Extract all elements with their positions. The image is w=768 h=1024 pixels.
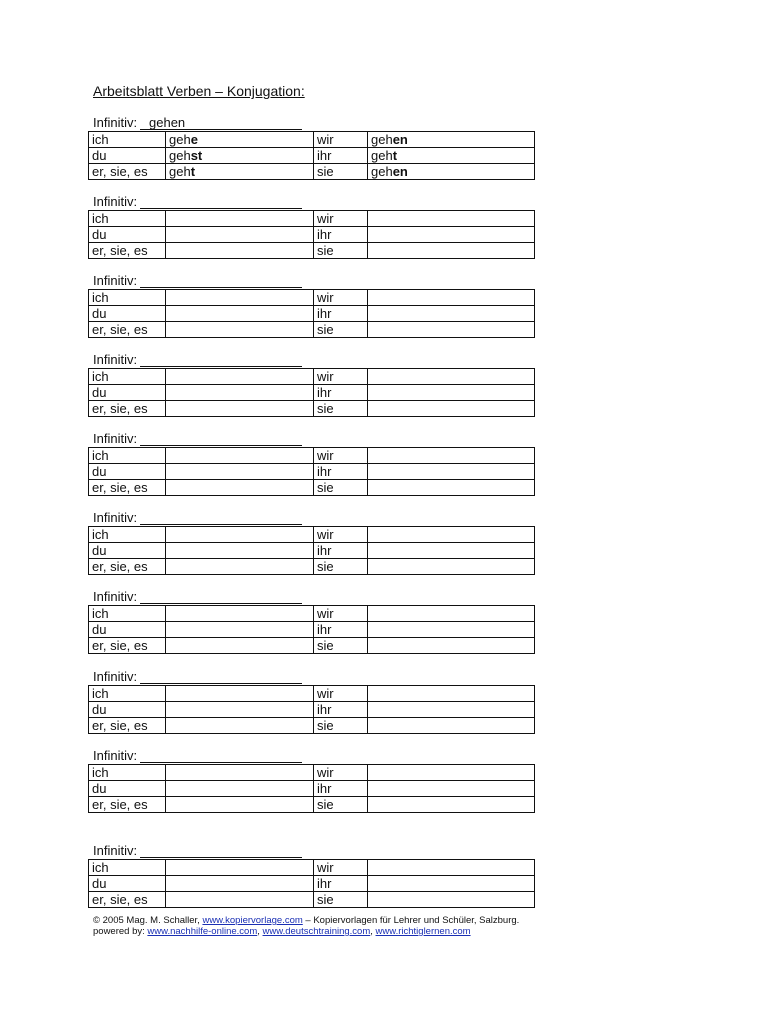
copyright-text: © 2005 Mag. M. Schaller, — [93, 915, 203, 926]
pronoun-ich: ich — [89, 527, 166, 543]
table-row — [89, 876, 535, 892]
table-row — [89, 448, 535, 464]
pronoun-du: du — [89, 306, 166, 322]
answer-cell[interactable] — [368, 527, 535, 543]
table-row — [89, 638, 535, 654]
pronoun-sie: sie — [314, 638, 368, 654]
pronoun-ich: ich — [89, 290, 166, 306]
answer-cell[interactable] — [368, 718, 535, 734]
answer-cell[interactable] — [166, 559, 314, 575]
answer-cell[interactable] — [166, 622, 314, 638]
pronoun-wir: wir — [314, 765, 368, 781]
conjugation-block — [88, 589, 534, 654]
answer-cell[interactable] — [368, 765, 535, 781]
pronoun-wir: wir — [314, 132, 368, 148]
answer-cell[interactable] — [368, 638, 535, 654]
pronoun-er: er, sie, es — [89, 164, 166, 180]
infinitive-label: Infinitiv: — [93, 510, 138, 525]
answer-cell[interactable] — [368, 369, 535, 385]
table-row — [89, 543, 535, 559]
table-row — [89, 606, 535, 622]
answer-cell[interactable] — [368, 464, 535, 480]
ending: e — [190, 132, 198, 147]
link-deutschtraining[interactable]: www.deutschtraining.com — [262, 926, 371, 937]
table-row — [89, 322, 535, 338]
table-row — [89, 702, 535, 718]
answer-cell[interactable] — [166, 385, 314, 401]
pronoun-wir: wir — [314, 211, 368, 227]
infinitive-blank[interactable] — [140, 366, 302, 367]
pronoun-wir: wir — [314, 860, 368, 876]
answer-cell[interactable] — [166, 464, 314, 480]
pronoun-er: er, sie, es — [89, 243, 166, 259]
answer-cell[interactable] — [166, 211, 314, 227]
infinitive-blank[interactable] — [140, 762, 302, 763]
conjugation-table — [88, 368, 535, 417]
pronoun-ihr: ihr — [314, 543, 368, 559]
answer-cell[interactable] — [166, 765, 314, 781]
ending: t — [190, 164, 196, 179]
pronoun-ich: ich — [89, 606, 166, 622]
answer-cell[interactable] — [368, 702, 535, 718]
conjugation-block — [88, 194, 534, 259]
answer-cell[interactable] — [166, 243, 314, 259]
pronoun-er: er, sie, es — [89, 480, 166, 496]
pronoun-ihr: ihr — [314, 876, 368, 892]
answer-cell[interactable] — [368, 892, 535, 908]
answer-cell[interactable] — [368, 622, 535, 638]
infinitive-label: Infinitiv: — [93, 843, 138, 858]
answer-cell[interactable] — [166, 702, 314, 718]
pronoun-ihr: ihr — [314, 227, 368, 243]
form-wir — [368, 132, 535, 148]
answer-cell[interactable] — [368, 448, 535, 464]
powered-by-label: powered by: — [93, 926, 148, 937]
answer-cell[interactable] — [368, 876, 535, 892]
form-er — [166, 164, 314, 180]
infinitive-blank[interactable] — [140, 857, 302, 858]
table-row — [89, 860, 535, 876]
pronoun-wir: wir — [314, 448, 368, 464]
answer-cell[interactable] — [368, 797, 535, 813]
conjugation-table — [88, 605, 535, 654]
worksheet-title: Arbeitsblatt Verben – Konjugation: — [93, 83, 305, 99]
infinitive-label: Infinitiv: — [93, 352, 138, 367]
stem: geh — [169, 148, 191, 163]
answer-cell[interactable] — [166, 797, 314, 813]
infinitive-line — [88, 273, 534, 289]
infinitive-value: gehen — [149, 115, 186, 130]
stem: geh — [371, 164, 393, 179]
pronoun-sie: sie — [314, 164, 368, 180]
conjugation-table — [88, 131, 535, 180]
table-row — [89, 401, 535, 417]
pronoun-sie: sie — [314, 243, 368, 259]
pronoun-du: du — [89, 227, 166, 243]
answer-cell[interactable] — [166, 401, 314, 417]
infinitive-line — [88, 510, 534, 526]
answer-cell[interactable] — [166, 543, 314, 559]
pronoun-ich: ich — [89, 211, 166, 227]
table-row — [89, 227, 535, 243]
pronoun-ihr: ihr — [314, 781, 368, 797]
conjugation-block — [88, 748, 534, 813]
answer-cell[interactable] — [166, 306, 314, 322]
pronoun-sie: sie — [314, 559, 368, 575]
answer-cell[interactable] — [166, 638, 314, 654]
infinitive-line — [88, 431, 534, 447]
footer-tagline: – Kopiervorlagen für Lehrer und Schüler, Salzburg. — [302, 915, 520, 926]
pronoun-er: er, sie, es — [89, 638, 166, 654]
infinitive-label: Infinitiv: — [93, 431, 138, 446]
pronoun-er: er, sie, es — [89, 892, 166, 908]
form-sie — [368, 164, 535, 180]
answer-cell[interactable] — [368, 243, 535, 259]
answer-cell[interactable] — [368, 606, 535, 622]
infinitive-blank[interactable] — [140, 208, 302, 209]
answer-cell[interactable] — [368, 401, 535, 417]
pronoun-ich: ich — [89, 132, 166, 148]
answer-cell[interactable] — [166, 686, 314, 702]
conjugation-table — [88, 764, 535, 813]
table-row — [89, 527, 535, 543]
answer-cell[interactable] — [166, 369, 314, 385]
pronoun-du: du — [89, 543, 166, 559]
separator: , — [370, 926, 376, 937]
infinitive-blank[interactable] — [140, 445, 302, 446]
pronoun-sie: sie — [314, 892, 368, 908]
answer-cell[interactable] — [166, 892, 314, 908]
answer-cell[interactable] — [368, 385, 535, 401]
conjugation-block — [88, 843, 534, 908]
pronoun-sie: sie — [314, 797, 368, 813]
pronoun-du: du — [89, 781, 166, 797]
table-row — [89, 464, 535, 480]
pronoun-du: du — [89, 464, 166, 480]
table-row — [89, 385, 535, 401]
answer-cell[interactable] — [368, 322, 535, 338]
answer-cell[interactable] — [368, 211, 535, 227]
stem: geh — [169, 164, 191, 179]
table-row — [89, 243, 535, 259]
form-ihr — [368, 148, 535, 164]
answer-cell[interactable] — [368, 860, 535, 876]
answer-cell[interactable] — [368, 306, 535, 322]
answer-cell[interactable] — [166, 718, 314, 734]
pronoun-wir: wir — [314, 606, 368, 622]
conjugation-table — [88, 210, 535, 259]
infinitive-blank[interactable] — [140, 287, 302, 288]
table-row — [89, 132, 535, 148]
infinitive-label: Infinitiv: — [93, 115, 138, 130]
answer-cell[interactable] — [166, 527, 314, 543]
infinitive-line — [88, 589, 534, 605]
infinitive-line — [88, 352, 534, 368]
pronoun-ich: ich — [89, 369, 166, 385]
infinitive-blank[interactable] — [140, 603, 302, 604]
form-ich — [166, 132, 314, 148]
answer-cell[interactable] — [368, 543, 535, 559]
infinitive-label: Infinitiv: — [93, 194, 138, 209]
answer-cell[interactable] — [166, 290, 314, 306]
pronoun-er: er, sie, es — [89, 797, 166, 813]
infinitive-line — [88, 669, 534, 685]
answer-cell[interactable] — [166, 322, 314, 338]
answer-cell[interactable] — [166, 480, 314, 496]
answer-cell[interactable] — [166, 606, 314, 622]
infinitive-label: Infinitiv: — [93, 589, 138, 604]
table-row — [89, 892, 535, 908]
pronoun-ihr: ihr — [314, 464, 368, 480]
conjugation-table — [88, 526, 535, 575]
answer-cell[interactable] — [166, 876, 314, 892]
pronoun-sie: sie — [314, 401, 368, 417]
conjugation-table — [88, 447, 535, 496]
infinitive-line — [88, 748, 534, 764]
answer-cell[interactable] — [368, 686, 535, 702]
conjugation-block — [88, 510, 534, 575]
stem: geh — [169, 132, 191, 147]
pronoun-du: du — [89, 385, 166, 401]
table-row — [89, 765, 535, 781]
link-richtiglernen[interactable]: www.richtiglernen.com — [375, 926, 471, 937]
conjugation-block — [88, 273, 534, 338]
answer-cell[interactable] — [166, 781, 314, 797]
answer-cell[interactable] — [368, 290, 535, 306]
pronoun-wir: wir — [314, 369, 368, 385]
conjugation-block — [88, 352, 534, 417]
answer-cell[interactable] — [166, 860, 314, 876]
pronoun-sie: sie — [314, 480, 368, 496]
pronoun-er: er, sie, es — [89, 322, 166, 338]
conjugation-table — [88, 685, 535, 734]
ending: t — [392, 148, 398, 163]
conjugation-block — [88, 669, 534, 734]
answer-cell[interactable] — [166, 227, 314, 243]
stem: geh — [371, 132, 393, 147]
pronoun-ich: ich — [89, 686, 166, 702]
pronoun-er: er, sie, es — [89, 401, 166, 417]
table-row — [89, 781, 535, 797]
pronoun-ihr: ihr — [314, 702, 368, 718]
infinitive-line — [88, 194, 534, 210]
pronoun-er: er, sie, es — [89, 718, 166, 734]
answer-cell[interactable] — [368, 227, 535, 243]
table-row — [89, 797, 535, 813]
form-du — [166, 148, 314, 164]
link-kopiervorlage[interactable]: www.kopiervorlage.com — [202, 915, 303, 926]
table-row — [89, 148, 535, 164]
pronoun-ich: ich — [89, 448, 166, 464]
table-row — [89, 369, 535, 385]
pronoun-ihr: ihr — [314, 622, 368, 638]
infinitive-label: Infinitiv: — [93, 748, 138, 763]
table-row — [89, 290, 535, 306]
pronoun-ihr: ihr — [314, 306, 368, 322]
pronoun-ich: ich — [89, 860, 166, 876]
infinitive-label: Infinitiv: — [93, 669, 138, 684]
pronoun-du: du — [89, 622, 166, 638]
footer-line-1 — [93, 915, 519, 926]
ending: en — [392, 164, 408, 179]
infinitive-line — [88, 115, 534, 131]
pronoun-ich: ich — [89, 765, 166, 781]
answer-cell[interactable] — [368, 781, 535, 797]
table-row — [89, 211, 535, 227]
infinitive-line — [88, 843, 534, 859]
table-row — [89, 686, 535, 702]
infinitive-blank[interactable] — [140, 524, 302, 525]
conjugation-block — [88, 431, 534, 496]
pronoun-du: du — [89, 702, 166, 718]
footer — [93, 915, 519, 937]
separator: , — [257, 926, 263, 937]
pronoun-du: du — [89, 148, 166, 164]
pronoun-ihr: ihr — [314, 148, 368, 164]
pronoun-er: er, sie, es — [89, 559, 166, 575]
table-row — [89, 306, 535, 322]
conjugation-block-example — [88, 115, 534, 180]
pronoun-sie: sie — [314, 322, 368, 338]
pronoun-wir: wir — [314, 686, 368, 702]
answer-cell[interactable] — [166, 448, 314, 464]
table-row — [89, 718, 535, 734]
conjugation-table — [88, 859, 535, 908]
ending: st — [190, 148, 203, 163]
pronoun-wir: wir — [314, 527, 368, 543]
pronoun-ihr: ihr — [314, 385, 368, 401]
answer-cell[interactable] — [368, 480, 535, 496]
table-row — [89, 622, 535, 638]
table-row — [89, 164, 535, 180]
pronoun-sie: sie — [314, 718, 368, 734]
stem: geh — [371, 148, 393, 163]
ending: en — [392, 132, 408, 147]
table-row — [89, 559, 535, 575]
footer-line-2 — [93, 926, 519, 937]
infinitive-blank[interactable] — [140, 683, 302, 684]
table-row — [89, 480, 535, 496]
conjugation-table — [88, 289, 535, 338]
answer-cell[interactable] — [368, 559, 535, 575]
pronoun-wir: wir — [314, 290, 368, 306]
link-nachhilfe-online[interactable]: www.nachhilfe-online.com — [147, 926, 258, 937]
pronoun-du: du — [89, 876, 166, 892]
infinitive-label: Infinitiv: — [93, 273, 138, 288]
